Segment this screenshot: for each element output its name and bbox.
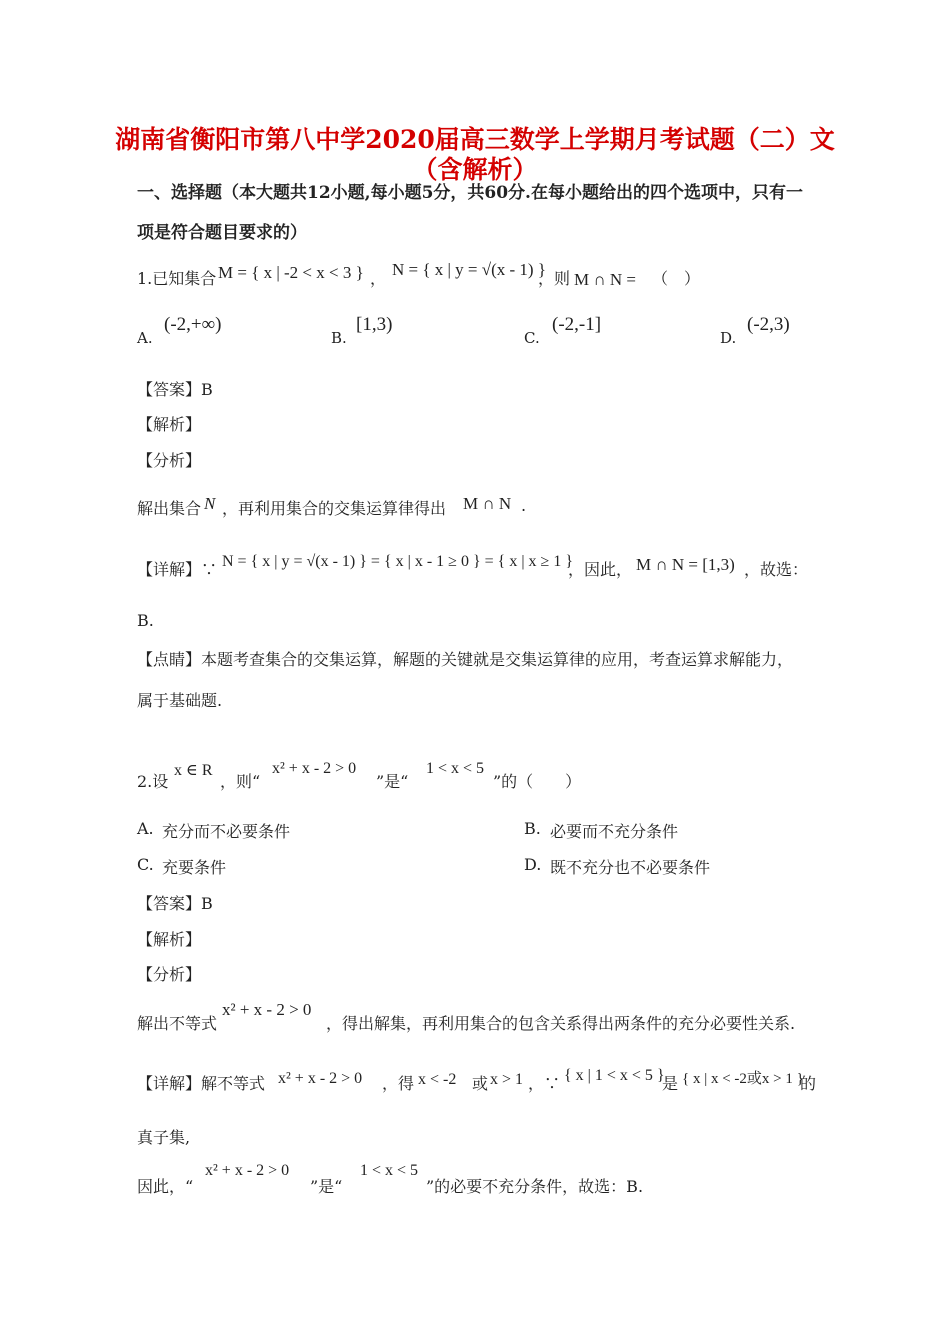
q1-set-m: M = { x | -2 < x < 3 } [218, 263, 364, 282]
q1-option-c-label: C. [524, 329, 540, 347]
q1-then: ，则 [538, 269, 571, 288]
q2-answer: 【答案】B [137, 894, 213, 913]
q2-condition1: x² + x - 2 > 0 [272, 760, 357, 777]
q2-prefix: 2.设 [137, 772, 169, 791]
q2-x-in-r: x ∈ R [174, 762, 213, 779]
q2-conclusion-a: 因此，“ [137, 1177, 194, 1196]
q2-detail-set2: { x | x < -2或x > 1 } [682, 1071, 804, 1087]
q1-detail-result: M ∩ N = [1,3) [636, 555, 735, 574]
q1-comma: ， [370, 269, 387, 288]
q1-detail-choice: B. [137, 611, 154, 630]
q2-detail-c1: x < -2 [418, 1071, 457, 1088]
q2-detail-c: ，∵ [528, 1074, 561, 1093]
q2-option-a-label: A. [137, 819, 154, 838]
q1-detail-mid: ，因此， [568, 560, 633, 579]
q2-detail-inequality: x² + x - 2 > 0 [278, 1070, 363, 1087]
q1-detail-end: ，故选： [744, 560, 809, 579]
q2-fenxi-a: 解出不等式 [137, 1014, 218, 1033]
q2-detail-de: 的 [800, 1074, 817, 1093]
q2-fenxi-heading: 【分析】 [137, 965, 202, 984]
q2-option-d-label: D. [524, 855, 542, 874]
q1-option-b-value: [1,3) [356, 314, 393, 335]
q1-fenxi-n: N [204, 494, 216, 513]
q1-option-d-value: (-2,3) [747, 314, 790, 335]
q2-detail-is: 是 [662, 1074, 679, 1093]
q2-fenxi-b: ，得出解集，再利用集合的包含关系得出两条件的充分必要性关系. [326, 1014, 796, 1033]
q1-comment-line1: 【点睛】本题考查集合的交集运算，解题的关键就是交集运算律的应用，考查运算求解能力， [137, 650, 794, 669]
q2-option-d-text: 既不充分也不必要条件 [550, 858, 711, 877]
q2-conclusion-c1: x² + x - 2 > 0 [205, 1162, 290, 1179]
q1-answer: 【答案】B [137, 380, 213, 399]
page-subtitle: （含解析） [412, 155, 538, 184]
q1-expression: M ∩ N = [574, 270, 637, 289]
q2-option-b-text: 必要而不充分条件 [550, 822, 679, 841]
q2-conclusion-b: ”是“ [310, 1177, 343, 1196]
q2-detail-b: ，得 [382, 1074, 415, 1093]
page-title: 湖南省衡阳市第八中学2020届高三数学上学期月考试题（二）文 [115, 125, 835, 154]
q2-option-c-label: C. [137, 855, 154, 874]
q2-detail-line2: 真子集, [137, 1128, 191, 1147]
q2-option-c-text: 充要条件 [162, 858, 227, 877]
q1-prefix: 1.已知集合 [137, 269, 217, 288]
q2-detail-or: 或 [472, 1074, 489, 1093]
q2-conclusion-c2: 1 < x < 5 [360, 1162, 419, 1179]
q2-option-b-label: B. [524, 819, 541, 838]
q1-option-b-label: B. [331, 329, 347, 347]
q1-fenxi-text-b: ，再利用集合的交集运算律得出 [222, 499, 447, 518]
q2-detail-c2: x > 1 [490, 1071, 524, 1088]
q2-tail: ”的（ ） [493, 772, 582, 791]
q2-then: ，则“ [220, 772, 261, 791]
q1-detail-heading: 【详解】∵ [137, 560, 218, 579]
q1-paren: （ ） [652, 269, 701, 288]
q1-detail-math: N = { x | y = √(x - 1) } = { x | x - 1 ≥ 0 } = { x | x ≥ 1 } [222, 553, 573, 570]
q1-option-a-label: A. [137, 329, 153, 347]
q2-detail-set1: { x | 1 < x < 5 } [564, 1067, 665, 1084]
q2-conclusion-c: ”的必要不充分条件，故选：B. [426, 1177, 644, 1196]
q2-is: ”是“ [376, 772, 409, 791]
q1-analysis-heading: 【解析】 [137, 415, 202, 434]
q2-fenxi-inequality: x² + x - 2 > 0 [222, 1000, 312, 1019]
q1-fenxi-mn: M ∩ N [463, 494, 512, 513]
q1-comment-line2: 属于基础题. [137, 691, 223, 710]
q2-analysis-heading: 【解析】 [137, 930, 202, 949]
q1-option-d-label: D. [720, 329, 737, 347]
q1-fenxi-end: . [521, 496, 527, 515]
q1-option-c-value: (-2,-1] [552, 314, 602, 335]
q2-condition2: 1 < x < 5 [426, 760, 485, 777]
q1-set-n: N = { x | y = √(x - 1) } [392, 260, 546, 279]
q1-fenxi-heading: 【分析】 [137, 451, 202, 470]
q2-detail-a: 【详解】解不等式 [137, 1074, 266, 1093]
section-heading-line1: 一、选择题（本大题共12小题,每小题5分，共60分.在每小题给出的四个选项中，只有一 [137, 183, 803, 203]
section-heading-line2: 项是符合题目要求的） [137, 223, 307, 243]
q1-fenxi-text-a: 解出集合 [137, 499, 202, 518]
q1-option-a-value: (-2,+∞) [164, 314, 222, 335]
q2-option-a-text: 充分而不必要条件 [162, 822, 291, 841]
